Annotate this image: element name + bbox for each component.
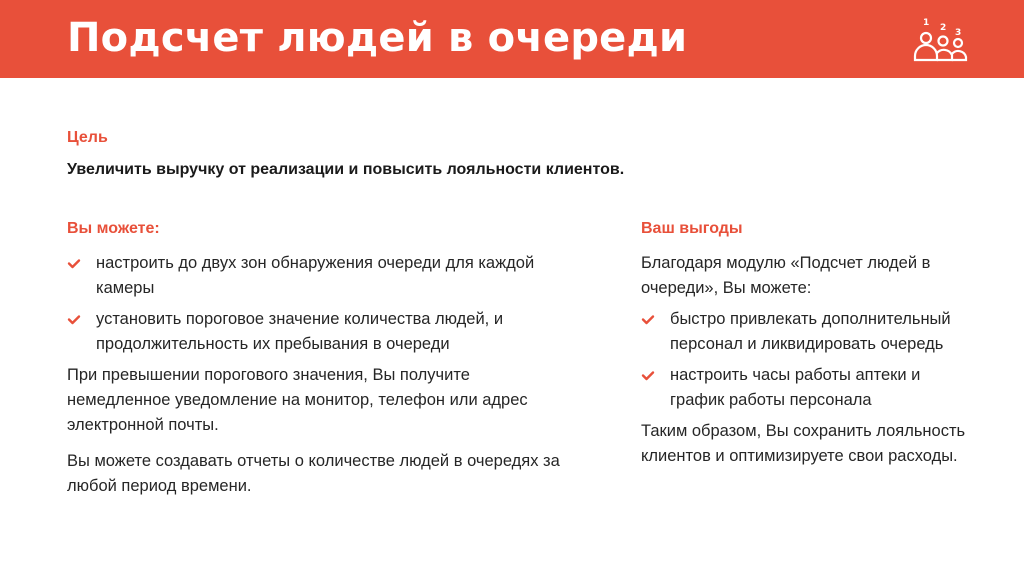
checkmark-icon [67,307,81,332]
benefits-list [641,307,971,413]
capabilities-title: Вы можете: [67,220,160,237]
queue-number-3: 3 [955,28,962,38]
benefits-column [641,219,971,480]
list-item-text: настроить часы работы аптеки и график работы персонала [670,366,921,409]
list-item-text: быстро привлекать дополнительный персонал и ликвидировать очередь [670,310,951,353]
capabilities-column [67,219,567,510]
page-title: Подсчет людей в очереди [67,15,688,61]
list-item [67,251,567,301]
checkmark-icon [641,307,655,332]
goal-text: Увеличить выручку от реализации и повысить лояльности клиентов. [67,161,625,178]
checkmark-icon [641,363,655,388]
goal-label: Цель [67,129,108,146]
benefits-intro: Благодаря модулю «Подсчет людей в очереди», Вы можете: [641,254,931,297]
checkmark-icon [67,251,81,276]
queue-number-1: 1 [923,18,930,28]
list-item [67,307,567,357]
list-item [641,307,971,357]
capabilities-list [67,251,567,357]
list-item-text: настроить до двух зон обнаружения очереди для каждой камеры [96,254,535,297]
header-bar [0,0,1024,78]
people-queue-icon [910,14,970,64]
benefits-title: Ваш выгоды [641,220,743,237]
reports-paragraph: Вы можете создавать отчеты о количестве людей в очередях за любой период времени. [67,452,560,495]
list-item-text: установить пороговое значение количества людей, и продолжительность их пребывания в очереди [96,310,504,353]
notification-paragraph: При превышении порогового значения, Вы получите немедленное уведомление на монитор, телефон или адрес электронной почты. [67,366,528,434]
queue-number-2: 2 [940,23,947,33]
conclusion-paragraph: Таким образом, Вы сохранить лояльность клиентов и оптимизируете свои расходы. [641,422,966,465]
list-item [641,363,971,413]
